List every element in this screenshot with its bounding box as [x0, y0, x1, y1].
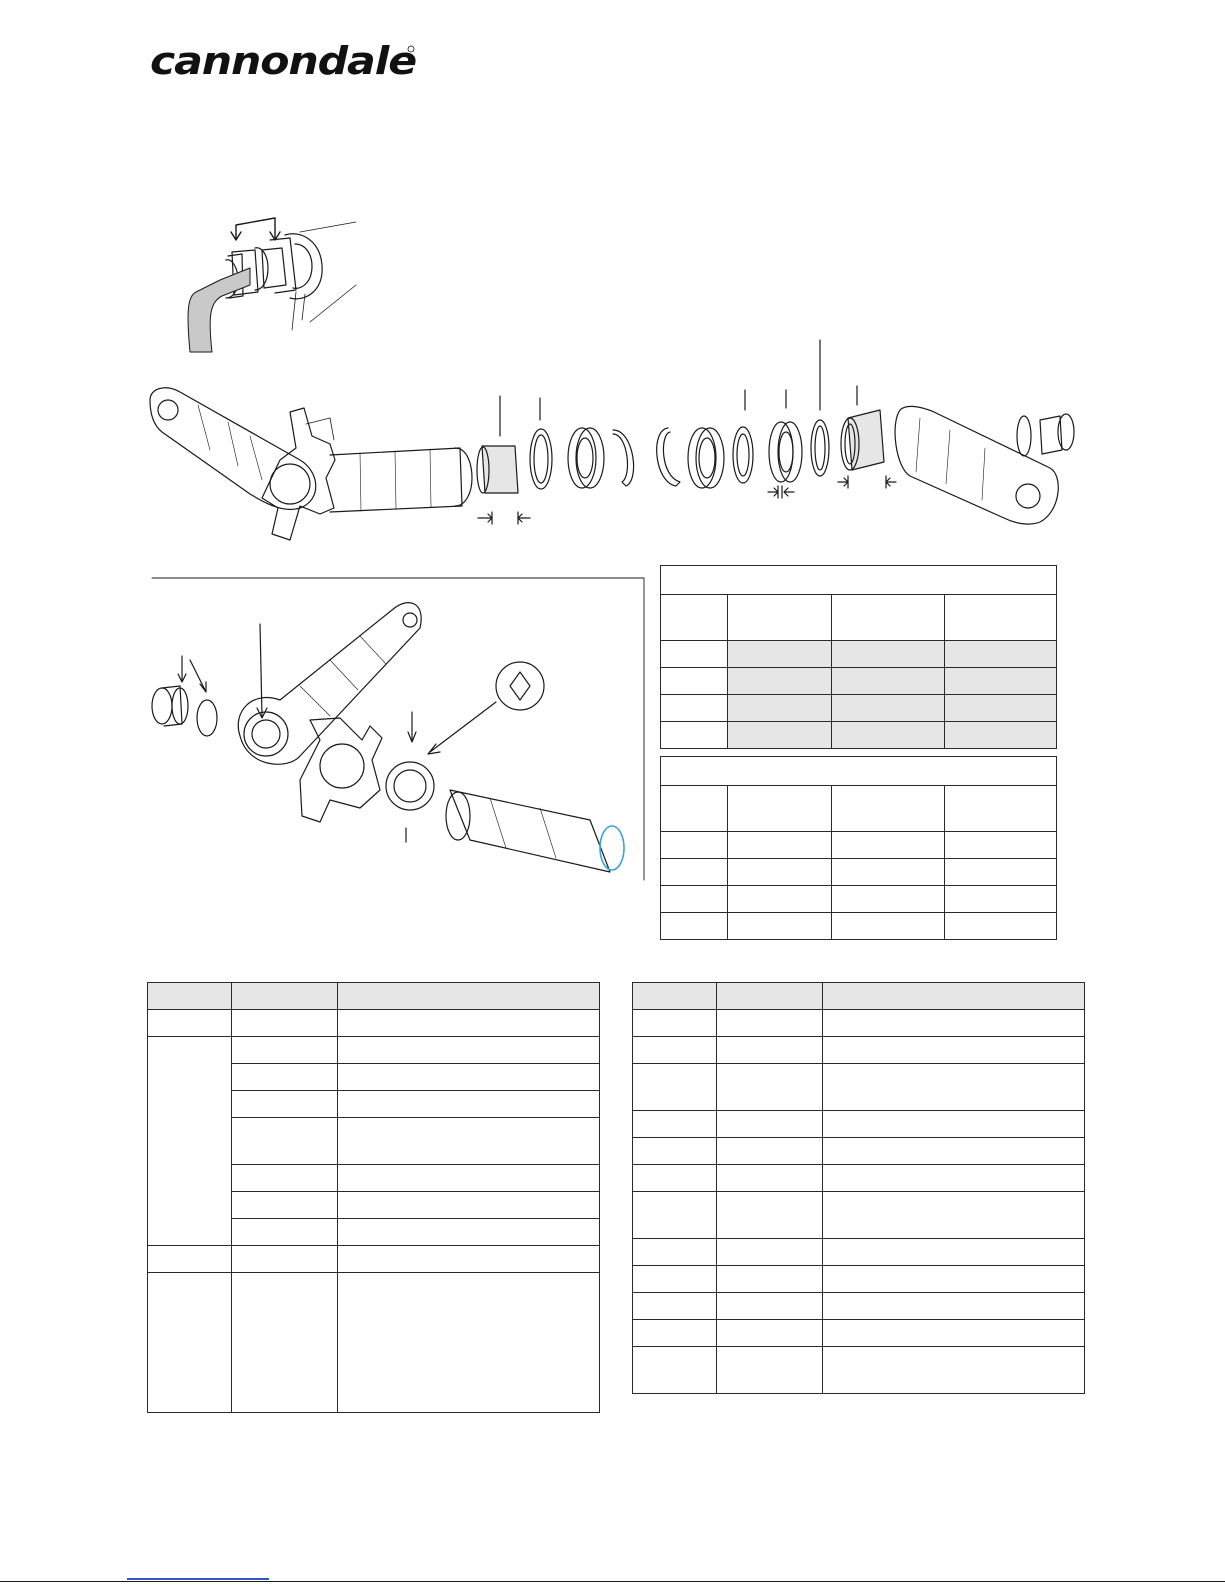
table-row — [148, 1037, 600, 1064]
table-row — [661, 913, 1057, 940]
spec-table-2-header-row — [661, 786, 1057, 832]
footer-link[interactable] — [127, 1578, 269, 1580]
table-row — [633, 1192, 1085, 1239]
table-row — [633, 1266, 1085, 1293]
table-row — [633, 1037, 1085, 1064]
table-row — [661, 832, 1057, 859]
footer-rule — [0, 1581, 1225, 1582]
spec-table-1-title-row — [661, 566, 1057, 595]
table-row — [633, 1347, 1085, 1394]
table-row — [661, 668, 1057, 695]
table-row — [661, 722, 1057, 749]
spec-table-2 — [660, 756, 1057, 940]
table-row — [633, 1138, 1085, 1165]
spec-table-1 — [660, 565, 1057, 749]
table-row — [148, 1010, 600, 1037]
table-row — [661, 695, 1057, 722]
crank-puller-tool-illustration — [188, 218, 356, 352]
table-row — [633, 1111, 1085, 1138]
spider-lockring-exploded-diagram — [152, 603, 624, 872]
table-row — [633, 1165, 1085, 1192]
table-row — [661, 859, 1057, 886]
crankset-parts — [150, 340, 1074, 540]
table-row — [633, 1239, 1085, 1266]
parts-table-left-header — [148, 983, 600, 1010]
table-row — [633, 1320, 1085, 1347]
parts-table-right — [632, 982, 1085, 1394]
svg-text:cannondale: cannondale — [150, 42, 417, 82]
table-row — [661, 886, 1057, 913]
spec-table-2-title-row — [661, 757, 1057, 786]
table-row — [633, 1293, 1085, 1320]
table-row — [148, 1246, 600, 1273]
parts-table-right-header — [633, 983, 1085, 1010]
table-row — [661, 641, 1057, 668]
table-row — [633, 1064, 1085, 1111]
spec-table-1-header-row — [661, 595, 1057, 641]
parts-table-left — [147, 982, 600, 1413]
table-row — [148, 1273, 600, 1413]
table-row — [633, 1010, 1085, 1037]
